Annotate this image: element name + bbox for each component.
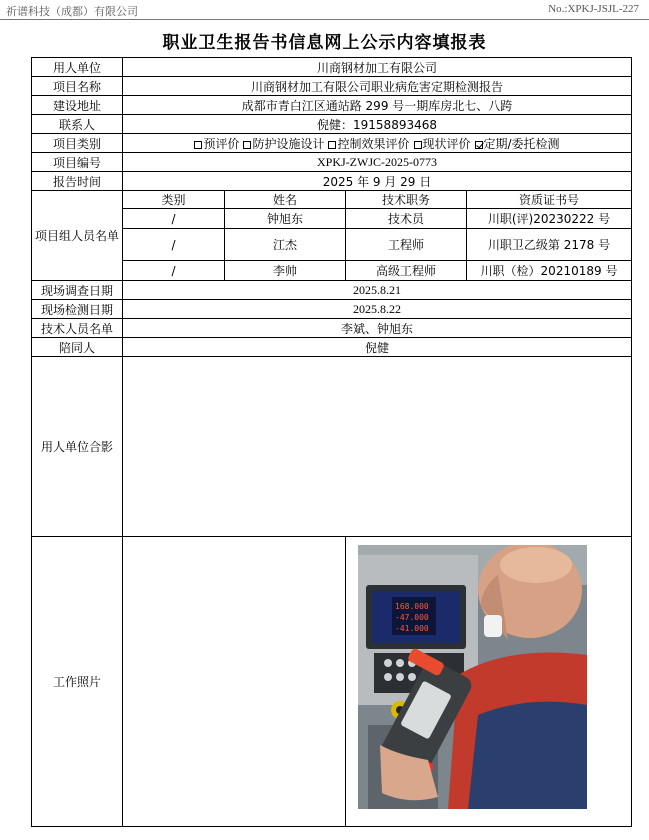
row-report-time: [32, 172, 632, 191]
report-time-label: 报告时间: [32, 172, 123, 191]
category-options: [123, 134, 632, 153]
screen-line-3: -41.000: [395, 624, 429, 633]
row-test-date: [32, 300, 632, 319]
category-option: [328, 137, 409, 151]
checkbox-icon: [414, 141, 422, 149]
members-header-row: [32, 191, 632, 209]
row-survey-date: [32, 281, 632, 300]
category-option-label: 控制效果评价: [337, 136, 410, 151]
member-name: 钟旭东: [225, 209, 346, 229]
members-col-name: 姓名: [225, 191, 346, 209]
project-name-label: 项目名称: [32, 77, 123, 96]
member-cert: 川职(评)20230222 号: [467, 209, 632, 229]
member-title: 技术员: [346, 209, 467, 229]
employer-label: 用人单位: [32, 58, 123, 77]
tech-staff-value: 李斌、钟旭东: [123, 319, 632, 338]
contact-label: 联系人: [32, 115, 123, 134]
row-tech-staff: [32, 319, 632, 338]
member-cert: 川职卫乙级第 2178 号: [467, 229, 632, 261]
header-divider: [0, 19, 649, 20]
row-category: [32, 134, 632, 153]
tech-staff-label: 技术人员名单: [32, 319, 123, 338]
member-name: 江杰: [225, 229, 346, 261]
group-photo-cell: [123, 357, 632, 537]
header-company: 祈谱科技（成都）有限公司: [6, 5, 138, 18]
project-name-value: 川商钢材加工有限公司职业病危害定期检测报告: [123, 77, 632, 96]
checkbox-icon: [328, 141, 336, 149]
companion-value: 倪健: [123, 338, 632, 357]
row-project-name: [32, 77, 632, 96]
screen-line-1: 168.000: [395, 602, 429, 611]
project-no-label: 项目编号: [32, 153, 123, 172]
checkbox-icon: [243, 141, 251, 149]
category-option: [243, 137, 324, 151]
address-label: 建设地址: [32, 96, 123, 115]
header-doc-number: No.:XPKJ-JSJL-227: [548, 3, 639, 15]
category-option-label: 预评价: [203, 136, 240, 151]
employer-value: 川商钢材加工有限公司: [123, 58, 632, 77]
row-contact: [32, 115, 632, 134]
category-option: [414, 137, 471, 151]
checkbox-icon: [194, 141, 202, 149]
members-col-title: 技术职务: [346, 191, 467, 209]
row-group-photo: [32, 357, 632, 537]
contact-value: 倪健：19158893468: [123, 115, 632, 134]
members-label: 项目组人员名单: [32, 191, 123, 281]
row-project-no: [32, 153, 632, 172]
group-photo-label: 用人单位合影: [32, 357, 123, 537]
members-col-category: 类别: [123, 191, 225, 209]
member-category: /: [123, 261, 225, 281]
category-option: [194, 137, 239, 151]
work-photo-label: 工作照片: [32, 537, 123, 827]
category-option-label: 定期/委托检测: [483, 136, 560, 151]
survey-date-value: 2025.8.21: [123, 281, 632, 300]
address-value: 成都市青白江区通站路 299 号一期库房北七、八跨: [123, 96, 632, 115]
category-label: 项目类别: [32, 134, 123, 153]
category-option-label: 现状评价: [422, 136, 471, 151]
survey-date-label: 现场调查日期: [32, 281, 123, 300]
row-companion: [32, 338, 632, 357]
member-category: /: [123, 209, 225, 229]
test-date-value: 2025.8.22: [123, 300, 632, 319]
row-address: [32, 96, 632, 115]
project-no-value: XPKJ-ZWJC-2025-0773: [123, 153, 632, 172]
work-photo-empty-cell: [123, 537, 346, 827]
members-col-cert: 资质证书号: [467, 191, 632, 209]
member-title: 工程师: [346, 229, 467, 261]
report-time-value: 2025 年 9 月 29 日: [123, 172, 632, 191]
row-work-photo: [32, 537, 632, 827]
work-photo-cell: [346, 537, 632, 827]
page-title: 职业卫生报告书信息网上公示内容填报表: [162, 33, 487, 53]
screen-line-2: -47.000: [395, 613, 429, 622]
work-photo: [358, 545, 587, 809]
member-cert: 川职（检）20210189 号: [467, 261, 632, 281]
category-option-label: 防护设施设计: [252, 136, 325, 151]
info-form-table: [31, 57, 632, 827]
category-option: [475, 137, 560, 151]
companion-label: 陪同人: [32, 338, 123, 357]
work-photo-illustration: [358, 545, 587, 809]
test-date-label: 现场检测日期: [32, 300, 123, 319]
checked-box-icon: [475, 141, 483, 149]
member-category: /: [123, 229, 225, 261]
member-name: 李帅: [225, 261, 346, 281]
row-employer: [32, 58, 632, 77]
member-title: 高级工程师: [346, 261, 467, 281]
